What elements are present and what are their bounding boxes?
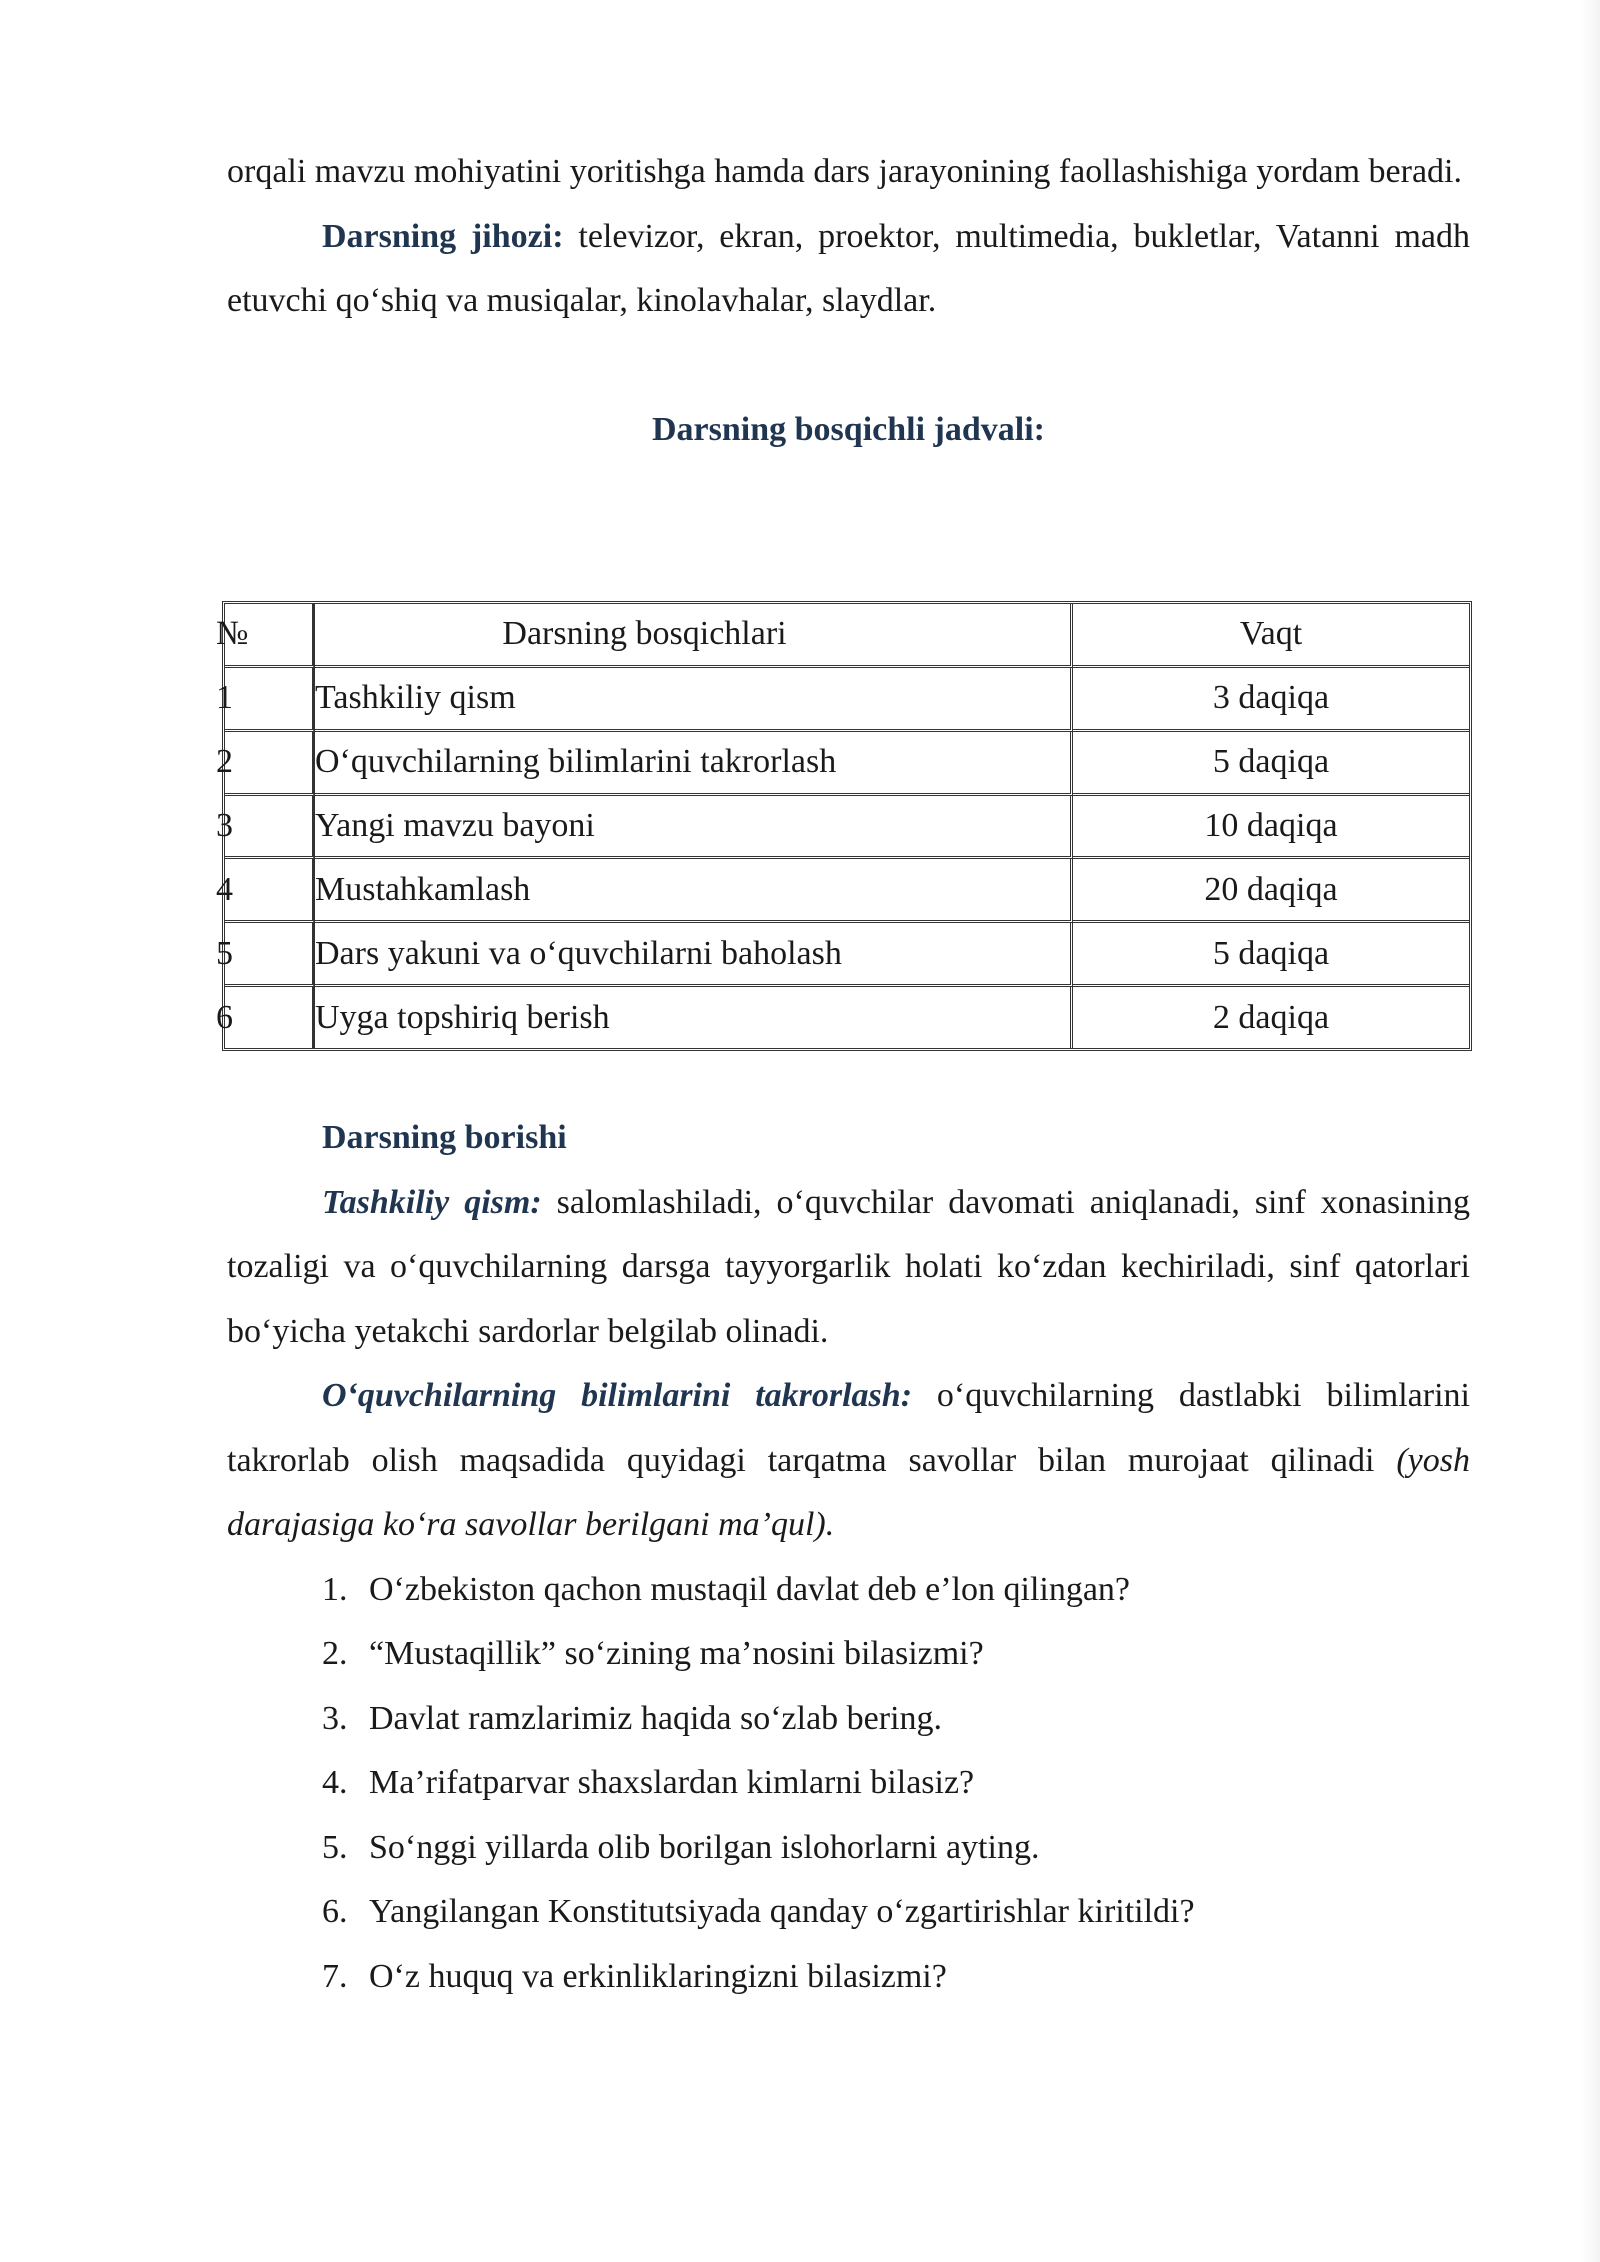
review-label: O‘quvchilarning bilimlarini takrorlash: [322, 1377, 913, 1414]
row-stage: Uyga topshiriq berish [315, 998, 610, 1036]
header-time: Vaqt [1073, 604, 1469, 668]
list-item [227, 1622, 1470, 1687]
question-text: So‘nggi yillarda olib borilgan islohorlarni ayting. [369, 1828, 1040, 1866]
question-text: Ma’rifatparvar shaxslardan kimlarni bilasiz? [369, 1764, 975, 1801]
row-stage: Dars yakuni va o‘quvchilarni baholash [315, 934, 842, 972]
question-text: “Mustaqillik” so‘zining ma’nosini bilasizmi? [369, 1635, 984, 1672]
row-stage-cell [315, 987, 1073, 1048]
question-number: 6. [322, 1893, 348, 1930]
table-header-row [225, 604, 1469, 668]
equipment-paragraph [227, 205, 1470, 334]
row-stage-cell [315, 668, 1073, 732]
table-title: Darsning bosqichli jadvali: [652, 410, 1045, 448]
question-text: Yangilangan Konstitutsiyada qanday o‘zgartirishlar kiritildi? [369, 1893, 1195, 1930]
content-bottom [227, 1106, 1470, 2009]
row-time: 2 daqiqa [1212, 998, 1330, 1036]
question-number: 1. [322, 1570, 348, 1608]
page-edge-shadow [1582, 0, 1600, 2262]
lesson-stages-table [216, 601, 1472, 1051]
review-note: (yosh darajasiga ko‘ra savollar berilgani ma’qul). [227, 1441, 1470, 1543]
row-stage-cell [315, 732, 1073, 796]
organizational-paragraph [227, 1171, 1470, 1365]
row-number: 5 [216, 934, 233, 972]
organizational-text: salomlashiladi, o‘quvchilar davomati aniqlanadi, sinf xonasining tozaligi va o‘quvchilarning darsga tayyorgarlik holati ko‘zdan kechiriladi, sinf qatorlari bo‘yicha yetakchi sardorlar belgilab olinadi. [227, 1183, 1471, 1350]
row-number-cell [216, 859, 315, 923]
question-number: 5. [322, 1828, 348, 1866]
questions-list [227, 1558, 1470, 2010]
row-number-cell [216, 987, 315, 1048]
intro-paragraph: orqali mavzu mohiyatini yoritishga hamda dars jarayonining faollashishiga yordam beradi. [227, 153, 1463, 190]
question-text: Davlat ramzlarimiz haqida so‘zlab bering. [369, 1699, 943, 1737]
table-row [225, 668, 1469, 732]
table-row [225, 859, 1469, 923]
review-text: o‘quvchilarning dastlabki bilimlarini takrorlab olish maqsadida quyidagi tarqatma savollar bilan murojaat qilinadi [227, 1377, 1470, 1479]
row-number-cell [216, 668, 315, 732]
row-time: 5 daqiqa [1073, 923, 1469, 987]
row-number: 6 [216, 998, 233, 1036]
header-number: № [216, 615, 249, 653]
table-row [225, 923, 1469, 987]
list-item [227, 1687, 1470, 1752]
header-stages: Darsning bosqichlari [502, 615, 787, 653]
row-number: 2 [216, 743, 233, 781]
list-item [227, 1558, 1470, 1623]
question-text: O‘zbekiston qachon mustaqil davlat deb e’lon qilingan? [369, 1570, 1131, 1608]
row-time: 5 daqiqa [1073, 732, 1469, 796]
question-number: 2. [322, 1635, 348, 1672]
table-row [225, 732, 1469, 796]
question-number: 7. [322, 1957, 348, 1995]
list-item [227, 1945, 1470, 2010]
list-item [227, 1816, 1470, 1881]
review-paragraph [227, 1364, 1470, 1558]
row-number: 3 [216, 807, 233, 844]
row-stage: Tashkiliy qism [315, 679, 516, 717]
question-number: 4. [322, 1764, 348, 1801]
header-number-cell [216, 604, 315, 668]
row-stage-cell [315, 859, 1073, 923]
row-stage-cell [315, 923, 1073, 987]
row-number-cell [216, 923, 315, 987]
row-stage: O‘quvchilarning bilimlarini takrorlash [315, 743, 837, 781]
question-number: 3. [322, 1699, 348, 1737]
header-stages-cell [315, 604, 1073, 668]
row-number-cell [216, 732, 315, 796]
row-stage: Yangi mavzu bayoni [315, 807, 595, 844]
row-time: 20 daqiqa [1073, 859, 1469, 923]
question-text: O‘z huquq va erkinliklaringizni bilasizmi? [369, 1957, 947, 1995]
list-item [227, 1880, 1470, 1945]
row-stage: Mustahkamlash [315, 870, 531, 908]
row-time: 3 daqiqa [1073, 668, 1469, 732]
organizational-label: Tashkiliy qism: [322, 1183, 542, 1221]
row-number-cell [216, 796, 315, 860]
row-number: 1 [216, 679, 233, 717]
content-top [227, 140, 1470, 462]
row-time: 10 daqiqa [1073, 796, 1469, 860]
row-number: 4 [216, 870, 233, 908]
equipment-text: televizor, ekran, proektor, multimedia, bukletlar, Vatanni madh etuvchi qo‘shiq va musiqalar, kinolavhalar, slaydlar. [227, 217, 1470, 319]
row-stage-cell [315, 796, 1073, 860]
equipment-label: Darsning jihozi: [322, 217, 564, 255]
progress-heading: Darsning borishi [322, 1119, 567, 1156]
list-item [227, 1751, 1470, 1816]
table-row [225, 987, 1469, 1048]
table-row [225, 796, 1469, 860]
